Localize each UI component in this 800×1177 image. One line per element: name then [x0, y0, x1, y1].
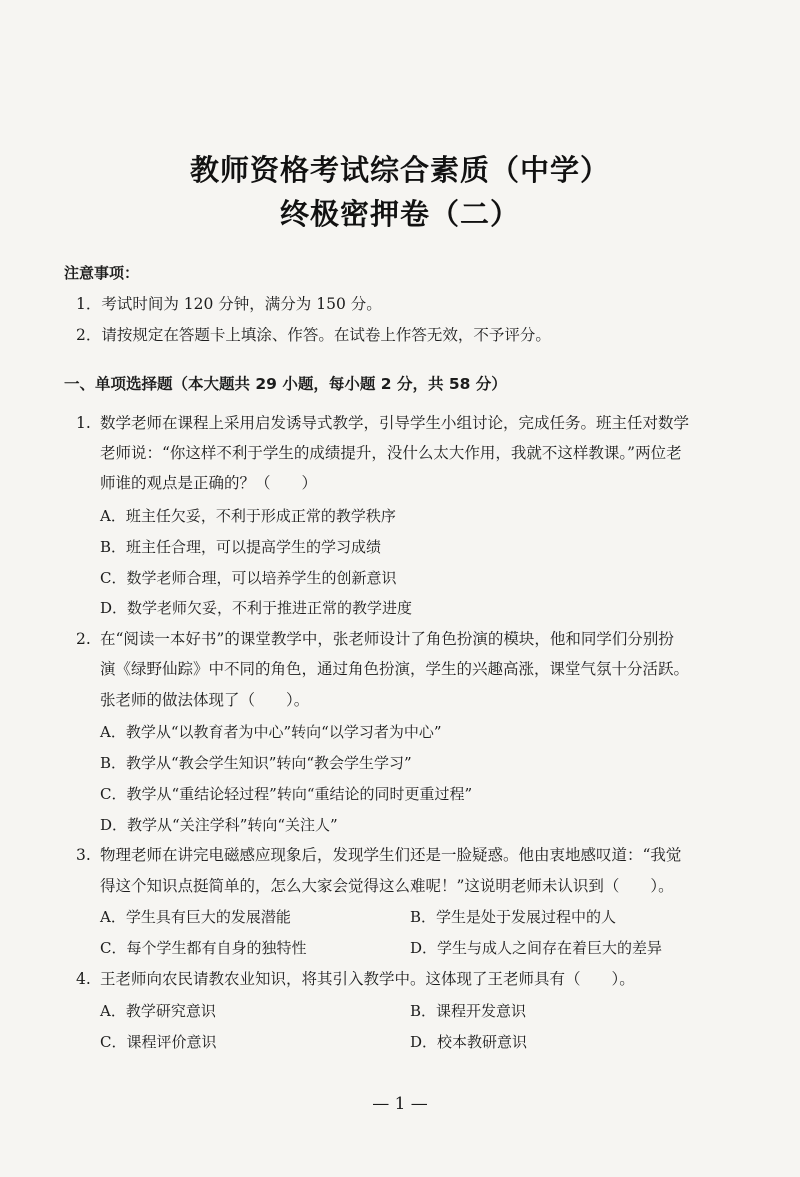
question-text: 在“阅读一本好书”的课堂教学中，张老师设计了角色扮演的模块，他和同学们分别扮	[100, 630, 674, 648]
question-text: 师谁的观点是正确的？（ ）	[100, 474, 318, 492]
answer-option: C．教学从“重结论轻过程”转向“重结论的同时更重过程”	[100, 785, 473, 803]
answer-option: A．班主任欠妥，不利于形成正常的教学秩序	[100, 507, 396, 525]
question-text: 得这个知识点挺简单的，怎么大家会觉得这么难呢！”这说明老师未认识到（ ）。	[100, 877, 674, 895]
answer-option: D．教学从“关注学科”转向“关注人”	[100, 816, 338, 834]
notice-item: 1．考试时间为 120 分钟，满分为 150 分。	[76, 295, 382, 313]
exam-subtitle: 终极密押卷（二）	[279, 197, 520, 231]
answer-option: A．学生具有巨大的发展潜能	[100, 908, 291, 926]
answer-option: C．每个学生都有自身的独特性	[100, 939, 307, 957]
question-number: 2.	[76, 630, 91, 648]
question-text: 演《绿野仙踪》中不同的角色，通过角色扮演，学生的兴趣高涨，课堂气氛十分活跃。	[100, 660, 690, 678]
answer-option: D．数学老师欠妥，不利于推进正常的教学进度	[100, 599, 413, 617]
question-text: 物理老师在讲完电磁感应现象后，发现学生们还是一脸疑惑。他由衷地感叹道：“我觉	[100, 846, 682, 864]
question-number: 3.	[76, 846, 91, 864]
question-text: 老师说：“你这样不利于学生的成绩提升，没什么太大作用，我就不这样教课。”两位老	[100, 444, 682, 462]
answer-option: C．课程评价意识	[100, 1033, 217, 1051]
answer-option: A．教学研究意识	[100, 1002, 216, 1020]
answer-option: B．教学从“教会学生知识”转向“教会学生学习”	[100, 754, 412, 772]
page-number: — 1 —	[372, 1094, 428, 1114]
answer-option: D．学生与成人之间存在着巨大的差异	[410, 939, 663, 957]
answer-option: B．学生是处于发展过程中的人	[410, 908, 617, 926]
section-heading: 一、单项选择题（本大题共 29 小题，每小题 2 分，共 58 分）	[64, 375, 507, 393]
question-text: 王老师向农民请教农业知识，将其引入教学中。这体现了王老师具有（ ）。	[100, 970, 635, 988]
question-text: 数学老师在课程上采用启发诱导式教学，引导学生小组讨论，完成任务。班主任对数学	[100, 414, 690, 432]
answer-option: D．校本教研意识	[410, 1033, 528, 1051]
exam-title: 教师资格考试综合素质（中学）	[189, 153, 610, 187]
answer-option: A．教学从“以教育者为中心”转向“以学习者为中心”	[100, 723, 442, 741]
answer-option: B．课程开发意识	[410, 1002, 527, 1020]
question-number: 1.	[76, 414, 91, 432]
answer-option: C．数学老师合理，可以培养学生的创新意识	[100, 569, 397, 587]
answer-option: B．班主任合理，可以提高学生的学习成绩	[100, 538, 382, 556]
question-text: 张老师的做法体现了（ ）。	[100, 691, 310, 709]
notice-item: 2．请按规定在答题卡上填涂、作答。在试卷上作答无效，不予评分。	[76, 326, 551, 344]
question-number: 4.	[76, 970, 91, 988]
notice-heading: 注意事项：	[64, 264, 140, 282]
